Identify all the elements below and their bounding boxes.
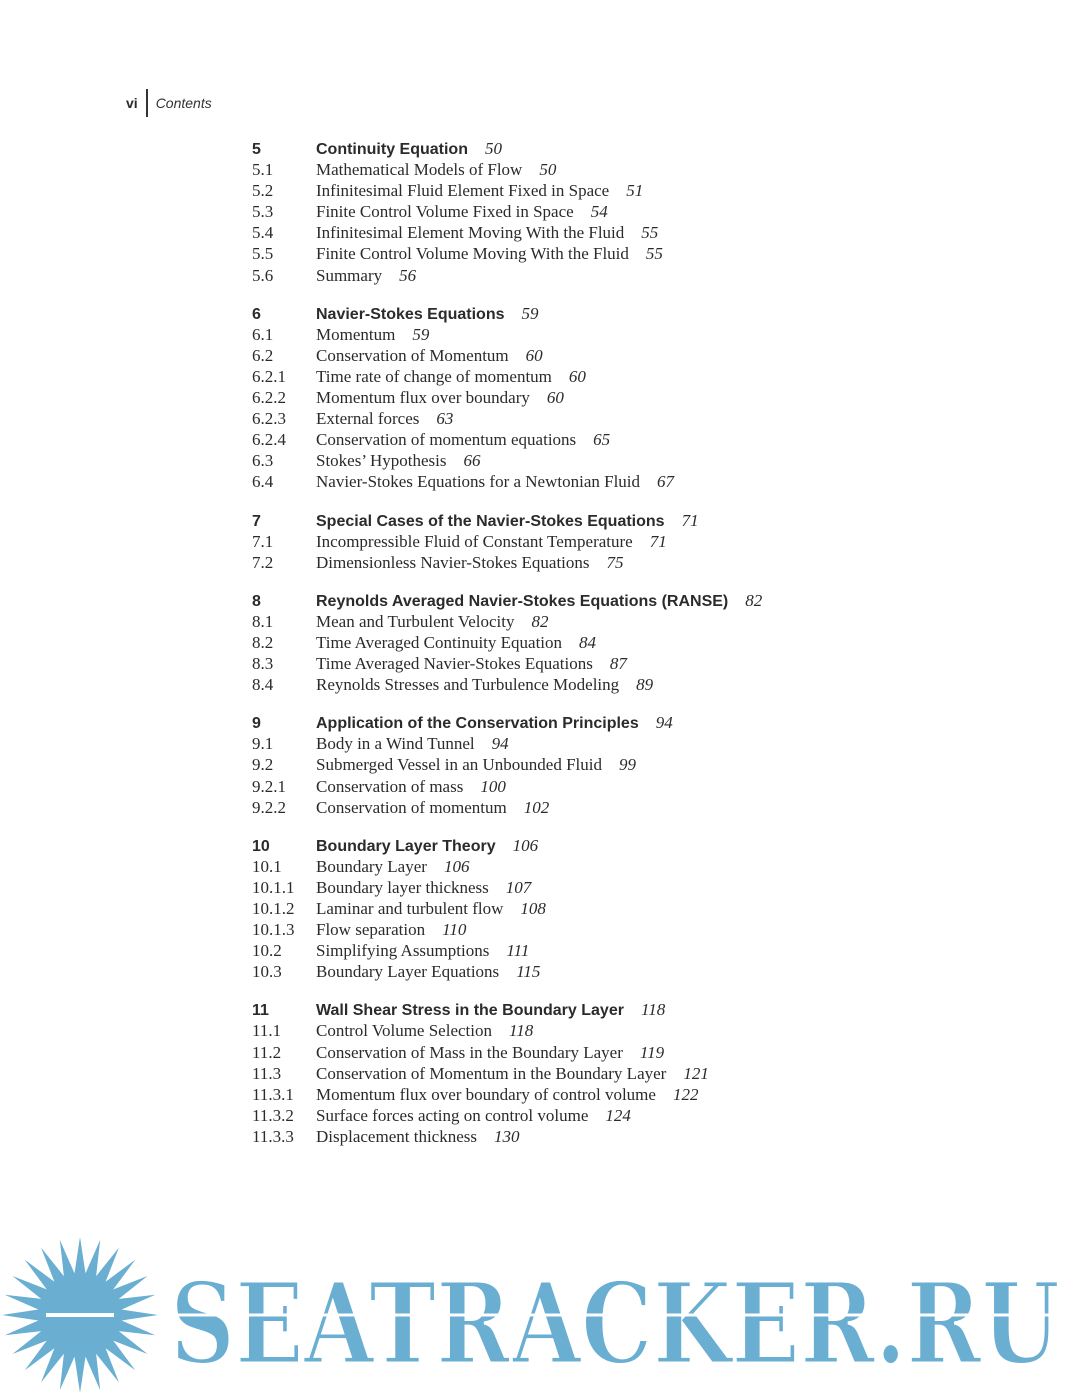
- entry-number: 6.2.4: [252, 430, 286, 450]
- page-ref: 118: [508, 1021, 534, 1041]
- chapter-heading: [252, 835, 892, 856]
- page-ref: 115: [516, 962, 541, 982]
- page-ref: 75: [606, 552, 624, 572]
- section-entry: [252, 961, 892, 982]
- page-ref: 87: [609, 654, 627, 674]
- page-ref: 51: [626, 181, 644, 201]
- entry-number: 10.1.1: [252, 877, 295, 897]
- toc-chapter: [252, 303, 892, 493]
- entry-number: 11.3.2: [252, 1105, 294, 1125]
- entry-title: Mathematical Models of Flow: [316, 160, 523, 180]
- chapter-heading: [252, 510, 892, 531]
- entry-title: Boundary Layer Equations: [316, 962, 500, 982]
- toc-chapter: [252, 712, 892, 817]
- entry-title: Conservation of mass: [316, 776, 464, 796]
- running-head: [126, 89, 212, 117]
- entry-number: 9.2.1: [252, 776, 286, 796]
- page-ref: 111: [506, 941, 530, 961]
- entry-title: Boundary Layer: [316, 856, 427, 876]
- entry-number: 11.2: [252, 1042, 282, 1062]
- section-entry: [252, 531, 892, 552]
- entry-title: Boundary Layer Theory: [316, 837, 496, 855]
- entry-number: 10.3: [252, 962, 282, 982]
- section-entry: [252, 345, 892, 366]
- entry-title: Conservation of Mass in the Boundary Layer: [316, 1042, 623, 1062]
- entry-title: Time Averaged Navier-Stokes Equations: [316, 654, 593, 674]
- entry-title: Conservation of Momentum in the Boundary Layer: [316, 1063, 667, 1083]
- section-entry: [252, 159, 892, 180]
- running-title: Contents: [155, 95, 212, 111]
- page-ref: 55: [645, 244, 663, 264]
- section-entry: [252, 674, 892, 695]
- entry-number: 6: [252, 305, 261, 323]
- section-entry: [252, 429, 892, 450]
- page-ref: 71: [681, 510, 699, 530]
- chapter-heading: [252, 999, 892, 1020]
- section-entry: [252, 1084, 892, 1105]
- section-entry: [252, 243, 892, 264]
- entry-title: Application of the Conservation Principles: [316, 715, 639, 733]
- page-ref: 106: [443, 856, 470, 876]
- entry-title: Momentum: [316, 324, 396, 344]
- entry-number: 8.3: [252, 654, 274, 674]
- entry-number: 11.3: [252, 1063, 282, 1083]
- entry-title: Incompressible Fluid of Constant Temperature: [316, 531, 633, 551]
- page-ref: 66: [463, 451, 481, 471]
- page-ref: 67: [657, 472, 675, 492]
- page-ref: 84: [579, 632, 597, 652]
- entry-title: Displacement thickness: [316, 1126, 477, 1146]
- page-ref: 63: [436, 409, 454, 429]
- entry-title: Special Cases of the Navier-Stokes Equations: [316, 512, 665, 530]
- section-entry: [252, 180, 892, 201]
- entry-title: Simplifying Assumptions: [316, 941, 490, 961]
- entry-title: Finite Control Volume Moving With the Fluid: [316, 244, 629, 264]
- entry-title: Infinitesimal Fluid Element Fixed in Space: [316, 181, 610, 201]
- entry-number: 5.3: [252, 202, 274, 222]
- section-entry: [252, 1063, 892, 1084]
- entry-number: 7: [252, 512, 261, 530]
- entry-title: Boundary layer thickness: [316, 877, 489, 897]
- entry-number: 5.5: [252, 244, 274, 264]
- entry-number: 7.2: [252, 552, 274, 572]
- entry-number: 5.1: [252, 160, 274, 180]
- entry-number: 6.2.3: [252, 409, 286, 429]
- section-entry: [252, 919, 892, 940]
- entry-title: Navier-Stokes Equations for a Newtonian Fluid: [316, 472, 641, 492]
- page-ref: 130: [494, 1126, 520, 1146]
- section-entry: [252, 222, 892, 243]
- entry-title: Mean and Turbulent Velocity: [316, 611, 515, 631]
- entry-number: 8.1: [252, 611, 274, 631]
- entry-title: Summary: [316, 265, 383, 285]
- entry-number: 9.2.2: [252, 797, 286, 817]
- section-entry: [252, 653, 892, 674]
- entry-number: 8: [252, 592, 261, 610]
- entry-number: 5.2: [252, 181, 274, 201]
- entry-number: 11: [252, 1002, 269, 1020]
- page-ref: 124: [605, 1105, 631, 1125]
- entry-number: 8.4: [252, 675, 274, 695]
- page-ref: 108: [520, 899, 546, 918]
- entry-title: Dimensionless Navier-Stokes Equations: [316, 552, 590, 572]
- page-number: vi: [126, 95, 138, 111]
- entry-title: Body in a Wind Tunnel: [316, 734, 475, 754]
- entry-title: Conservation of momentum: [316, 797, 507, 817]
- entry-number: 6.4: [252, 472, 274, 492]
- page-ref: 60: [525, 345, 543, 365]
- section-entry: [252, 733, 892, 754]
- entry-number: 11.3.3: [252, 1126, 294, 1146]
- chapter-heading: [252, 712, 892, 733]
- entry-number: 10.1: [252, 856, 282, 876]
- page-ref: 60: [546, 388, 564, 408]
- entry-number: 9.1: [252, 734, 274, 754]
- section-entry: [252, 324, 892, 345]
- toc-chapter: [252, 138, 892, 286]
- section-entry: [252, 797, 892, 818]
- page-ref: 100: [480, 776, 506, 796]
- entry-number: 5: [252, 141, 261, 158]
- section-entry: [252, 877, 892, 898]
- section-entry: [252, 940, 892, 961]
- page-ref: 119: [639, 1042, 665, 1062]
- section-entry: [252, 776, 892, 797]
- section-entry: [252, 366, 892, 387]
- chapter-heading: [252, 138, 892, 159]
- page-ref: 94: [491, 734, 509, 754]
- entry-title: Wall Shear Stress in the Boundary Layer: [316, 1002, 624, 1020]
- page-ref: 89: [636, 675, 654, 695]
- chapter-heading: [252, 590, 892, 611]
- entry-number: 10.1.2: [252, 899, 295, 918]
- entry-number: 9.2: [252, 755, 274, 775]
- entry-number: 6.3: [252, 451, 274, 471]
- entry-number: 11.1: [252, 1021, 282, 1041]
- page-ref: 71: [649, 531, 667, 551]
- entry-title: Surface forces acting on control volume: [316, 1105, 589, 1125]
- page-ref: 102: [523, 797, 550, 817]
- watermark: [0, 1235, 1080, 1397]
- entry-title: Time Averaged Continuity Equation: [316, 632, 563, 652]
- entry-number: 6.2.1: [252, 366, 286, 386]
- section-entry: [252, 265, 892, 286]
- entry-number: 10: [252, 837, 270, 855]
- entry-number: 10.1.3: [252, 920, 295, 940]
- entry-number: 11.3.1: [252, 1084, 294, 1104]
- entry-title: Infinitesimal Element Moving With the Fluid: [316, 223, 625, 243]
- page-ref: 65: [593, 430, 611, 450]
- entry-title: Reynolds Stresses and Turbulence Modeling: [316, 675, 620, 695]
- entry-number: 5.6: [252, 265, 274, 285]
- section-entry: [252, 552, 892, 573]
- page-ref: 107: [505, 877, 532, 897]
- section-entry: [252, 856, 892, 877]
- page-ref: 94: [655, 713, 673, 733]
- page-ref: 82: [531, 611, 549, 631]
- entry-title: Reynolds Averaged Navier-Stokes Equations (RANSE): [316, 592, 729, 610]
- entry-number: 6.2.2: [252, 388, 286, 408]
- entry-title: Time rate of change of momentum: [316, 366, 552, 386]
- page-ref: 50: [539, 160, 557, 180]
- page-ref: 99: [619, 755, 636, 775]
- section-entry: [252, 201, 892, 222]
- page-ref: 60: [568, 366, 586, 386]
- section-entry: [252, 471, 892, 492]
- toc-chapter: [252, 835, 892, 983]
- section-entry: [252, 408, 892, 429]
- entry-title: Stokes’ Hypothesis: [316, 451, 447, 471]
- section-entry: [252, 632, 892, 653]
- section-entry: [252, 387, 892, 408]
- table-of-contents: [252, 138, 892, 1164]
- page-ref: 122: [672, 1084, 699, 1104]
- entry-number: 8.2: [252, 632, 274, 652]
- page-ref: 110: [442, 920, 467, 940]
- section-entry: [252, 1126, 892, 1147]
- chapter-heading: [252, 303, 892, 324]
- section-entry: [252, 1105, 892, 1126]
- toc-chapter: [252, 510, 892, 573]
- page-ref: 56: [399, 265, 417, 285]
- page-ref: 121: [683, 1063, 709, 1083]
- page-ref: 54: [590, 202, 608, 222]
- entry-title: Momentum flux over boundary: [316, 388, 530, 408]
- entry-number: 7.1: [252, 531, 274, 551]
- entry-title: Continuity Equation: [316, 141, 468, 158]
- sun-logo-icon: [2, 1237, 158, 1393]
- page-ref: 59: [521, 303, 539, 323]
- watermark-text: SEATRACKER.RU: [170, 1259, 1060, 1390]
- section-entry: [252, 1020, 892, 1041]
- page-ref: 118: [640, 1000, 666, 1020]
- entry-number: 10.2: [252, 941, 282, 961]
- section-entry: [252, 754, 892, 775]
- page-ref: 82: [745, 590, 763, 610]
- entry-title: Submerged Vessel in an Unbounded Fluid: [316, 755, 602, 775]
- toc-chapter: [252, 999, 892, 1147]
- entry-title: External forces: [316, 409, 420, 429]
- page-ref: 50: [484, 139, 502, 158]
- page-ref: 106: [512, 835, 539, 855]
- entry-title: Flow separation: [316, 920, 426, 940]
- entry-title: Laminar and turbulent flow: [316, 899, 504, 918]
- entry-title: Finite Control Volume Fixed in Space: [316, 202, 574, 222]
- page-ref: 59: [412, 324, 430, 344]
- section-entry: [252, 898, 892, 919]
- section-entry: [252, 1042, 892, 1063]
- entry-title: Navier-Stokes Equations: [316, 305, 505, 323]
- entry-title: Momentum flux over boundary of control volume: [316, 1084, 656, 1104]
- section-entry: [252, 450, 892, 471]
- section-entry: [252, 611, 892, 632]
- entry-number: 5.4: [252, 223, 274, 243]
- toc-chapter: [252, 590, 892, 695]
- page-ref: 55: [641, 223, 659, 243]
- entry-number: 6.2: [252, 345, 274, 365]
- entry-number: 6.1: [252, 324, 274, 344]
- entry-number: 9: [252, 715, 261, 733]
- entry-title: Conservation of momentum equations: [316, 430, 577, 450]
- entry-title: Conservation of Momentum: [316, 345, 509, 365]
- entry-title: Control Volume Selection: [316, 1021, 492, 1041]
